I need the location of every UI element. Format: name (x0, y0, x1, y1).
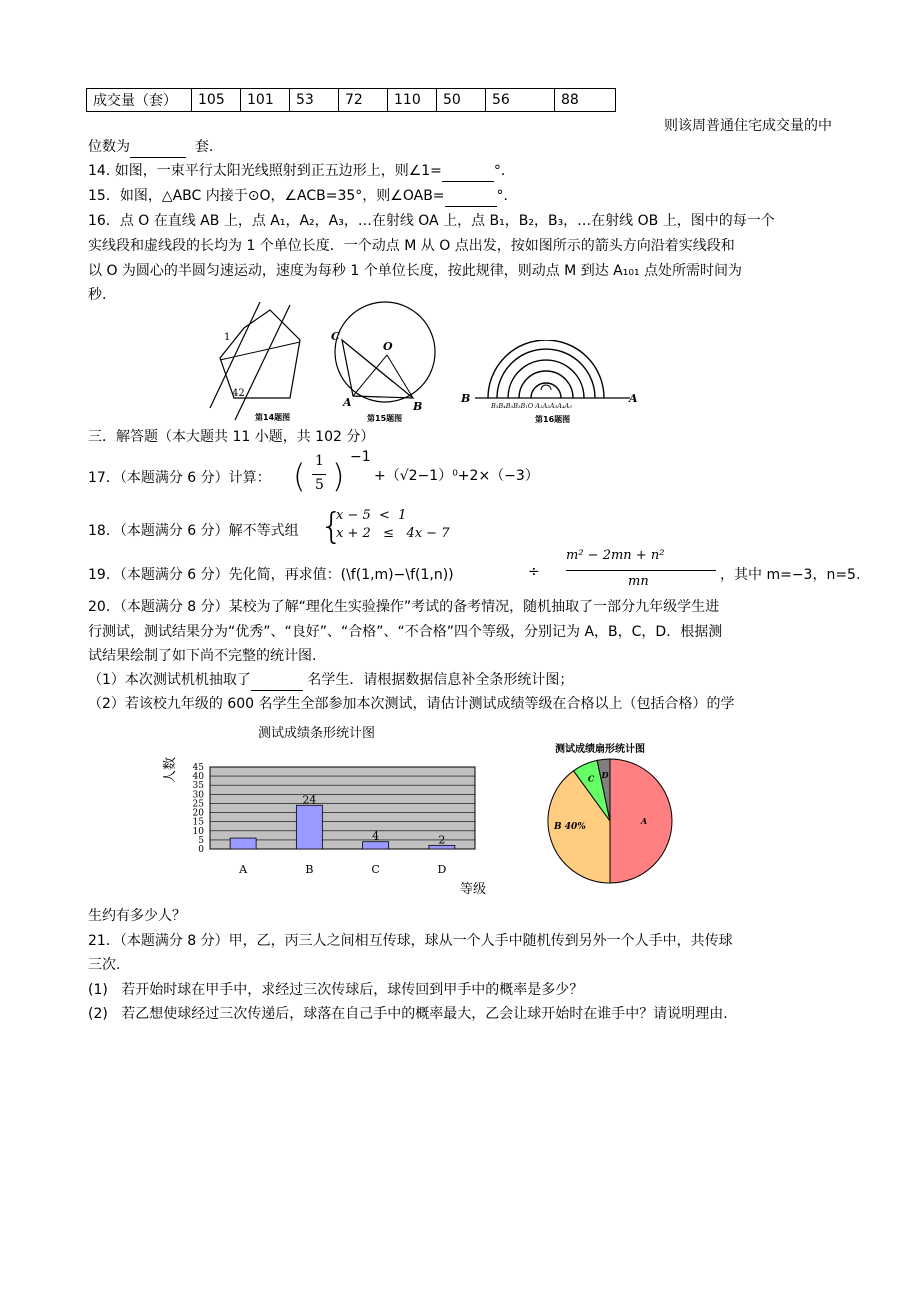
paren-right: ) (332, 457, 345, 495)
q20-tail: 生约有多少人？ (88, 908, 186, 924)
y-tick-label: 10 (192, 826, 204, 837)
oa (353, 355, 387, 396)
figure-16 (455, 340, 645, 430)
x-tick-label: A (239, 863, 248, 876)
ob (387, 355, 413, 398)
y-tick-label: 40 (192, 772, 204, 783)
q14-text: 14. 如图，一束平行太阳光线照射到正五边形上，则∠1= (88, 163, 442, 179)
y-tick-label: 45 (192, 763, 204, 773)
y-tick-label: 35 (192, 781, 204, 792)
q21-p2-text: 若乙想使球经过三次传递后，球落在自己手中的概率最大，乙会让球开始时在谁手中？请说明理由. (121, 1006, 728, 1022)
brace: { (320, 506, 343, 547)
y-tick-label: 20 (192, 808, 204, 819)
q19-den: mn (628, 574, 649, 589)
figure-15 (325, 300, 445, 425)
section-3-title: 三．解答题（本大题共 11 小题，共 102 分） (88, 429, 375, 445)
pie-label-A: A (640, 816, 648, 826)
label-o: O (383, 340, 393, 353)
q20-line1: 20．（本题满分 8 分）某校为了解“理化生实验操作”考试的备考情况，随机抽取了一部分九年级学生进 (88, 599, 720, 615)
q21-p1-number: (1) (88, 982, 108, 998)
angle-1-label: 1 (224, 332, 231, 343)
table-row (87, 89, 616, 112)
pie-chart (540, 755, 680, 890)
frac-bar (566, 570, 716, 571)
q19-rest: ，其中 m=−3，n=5. (720, 567, 861, 583)
q21-part2 (88, 1004, 728, 1024)
q20-sub2: （2）若该校九年级的 600 名学生全部参加本次测试，请估计测试成绩等级在合格以上（包括合格）的学 (88, 696, 735, 712)
bar-chart-title: 测试成绩条形统计图 (258, 726, 376, 741)
q17-rest: +（√2−1）⁰+2×（−3） (374, 468, 539, 484)
semicircle-4 (497, 349, 595, 398)
plot-area (210, 767, 475, 849)
data-label: 2 (438, 833, 446, 847)
label-b: B (461, 392, 471, 405)
table-cell: 50 (437, 89, 486, 112)
q13-tail: 则该周普通住宅成交量的中 (664, 118, 832, 134)
bar-chart (160, 755, 500, 905)
y-tick-label: 30 (192, 790, 204, 801)
table-cell: 101 (241, 89, 290, 112)
y-tick-label: 15 (192, 817, 204, 828)
q20-sub1 (88, 670, 573, 691)
answer-blank[interactable] (130, 137, 186, 158)
q20-sub1-text-2: 名学生．请根据数据信息补全条形统计图； (307, 672, 574, 688)
q21-p2-number: (2) (88, 1006, 108, 1022)
y-axis-label: 人数 (163, 756, 178, 783)
x-tick-label: C (371, 863, 380, 876)
y-tick-label: 0 (198, 845, 204, 855)
answer-blank[interactable] (442, 161, 494, 182)
pie-chart-title: 测试成绩扇形统计图 (555, 744, 645, 755)
table-cell: 53 (290, 89, 339, 112)
x-tick-label: D (437, 863, 447, 876)
fig14-caption: 第14题图 (255, 413, 291, 422)
table-cell: 88 (555, 89, 616, 112)
frac-bar (312, 474, 326, 475)
answer-blank[interactable] (445, 186, 497, 207)
angle-2-label: 42 (232, 388, 245, 399)
label-a: A (343, 396, 352, 409)
q20-line3: 试结果绘制了如下尚不完整的统计图. (88, 648, 317, 664)
pentagon (220, 310, 300, 398)
q19-div: ÷ (528, 564, 540, 580)
y-tick-label: 5 (198, 835, 204, 846)
fig15-caption: 第15题图 (367, 414, 403, 423)
q20-line2: 行测试，测试结果分为“优秀”、“良好”、“合格”、“不合格”四个等级，分别记为 A，B，C，D．根据测 (88, 624, 723, 640)
q14-unit: °． (493, 163, 515, 179)
table-cell: 56 (486, 89, 555, 112)
q16-line2: 实线段和虚线段的长均为 1 个单位长度．一个动点 M 从 O 点出发，按如图所示的箭头方向沿着实线段和 (88, 238, 735, 254)
q21-line2: 三次. (88, 957, 121, 973)
bar-C (363, 842, 389, 849)
pie-label-b: B 40% (554, 822, 586, 832)
volume-table (86, 88, 616, 112)
q20-sub1-text: （1）本次测试机机抽取了 (88, 672, 251, 688)
label-b: B (413, 400, 423, 413)
table-cell: 110 (388, 89, 437, 112)
pie-label-C: C (587, 773, 595, 784)
q16-line1: 16．点 O 在直线 AB 上，点 A₁，A₂，A₃，…在射线 OA 上，点 B₁，B₂，B₃，…在射线 OB 上，图中的每一个 (88, 213, 775, 229)
answer-blank[interactable] (251, 670, 303, 691)
q16-line3: 以 O 为圆心的半圆匀速运动，速度为每秒 1 个单位长度，按此规律，则动点 M 到达 A₁₀₁ 点处所需时间为 (88, 263, 743, 279)
segment (220, 342, 300, 360)
q15 (88, 186, 518, 207)
data-label: 4 (372, 829, 380, 843)
q17-prefix: 17．（本题满分 6 分）计算： (88, 470, 271, 486)
data-label: 24 (302, 793, 317, 807)
q15-unit: °． (496, 188, 518, 204)
q16-line4: 秒. (88, 287, 107, 303)
table-cell: 72 (339, 89, 388, 112)
x-axis-label: 等级 (460, 882, 487, 897)
pie-label-D: D (601, 769, 609, 780)
figure-14 (200, 300, 310, 425)
label-a: A (629, 392, 638, 405)
label-c: C (331, 330, 340, 343)
q13-text: 位数为 (88, 139, 130, 155)
q15-text: 15．如图，△ABC 内接于⊙O，∠ACB=35°，则∠OAB= (88, 188, 445, 204)
x-tick-label: B (305, 863, 314, 876)
q21-part1 (88, 980, 583, 1000)
fig16-caption: 第16题图 (535, 415, 571, 424)
q18-prefix: 18．（本题满分 6 分）解不等式组 (88, 523, 299, 539)
q19-prefix: 19．（本题满分 6 分）先化简，再求值：(\f(1,m)−\f(1,n)) (88, 567, 454, 583)
q21-line1: 21．（本题满分 8 分）甲，乙，丙三人之间相互传球，球从一个人手中随机传到另外一个人手中，共传球 (88, 933, 733, 949)
bar-A (230, 838, 256, 849)
q13-unit: 套. (194, 139, 214, 155)
table-header-cell: 成交量（套） (87, 89, 192, 112)
arrow-icon (541, 385, 551, 390)
q14 (88, 161, 515, 182)
q17-exp: −1 (350, 449, 371, 465)
q18-row1: x − 5 < 1 (336, 508, 407, 523)
sun-ray-2 (235, 305, 290, 420)
q17-den: 5 (315, 477, 324, 493)
q13-answer-line (88, 137, 213, 158)
y-tick-label: 25 (192, 799, 204, 810)
table-cell: 105 (192, 89, 241, 112)
tick-labels: B₅B₄B₃B₂B₁O A₁A₂A₃A₄A₅ (491, 402, 572, 410)
q17-num: 1 (315, 453, 324, 469)
paren-left: ( (293, 457, 306, 495)
q18-row2: x + 2 ≤ 4x − 7 (336, 526, 450, 541)
q19-num: m² − 2mn + n² (566, 548, 665, 563)
bar-B (296, 805, 322, 849)
q21-p1-text: 若开始时球在甲手中，求经过三次传球后，球传回到甲手中的概率是多少？ (121, 982, 584, 998)
